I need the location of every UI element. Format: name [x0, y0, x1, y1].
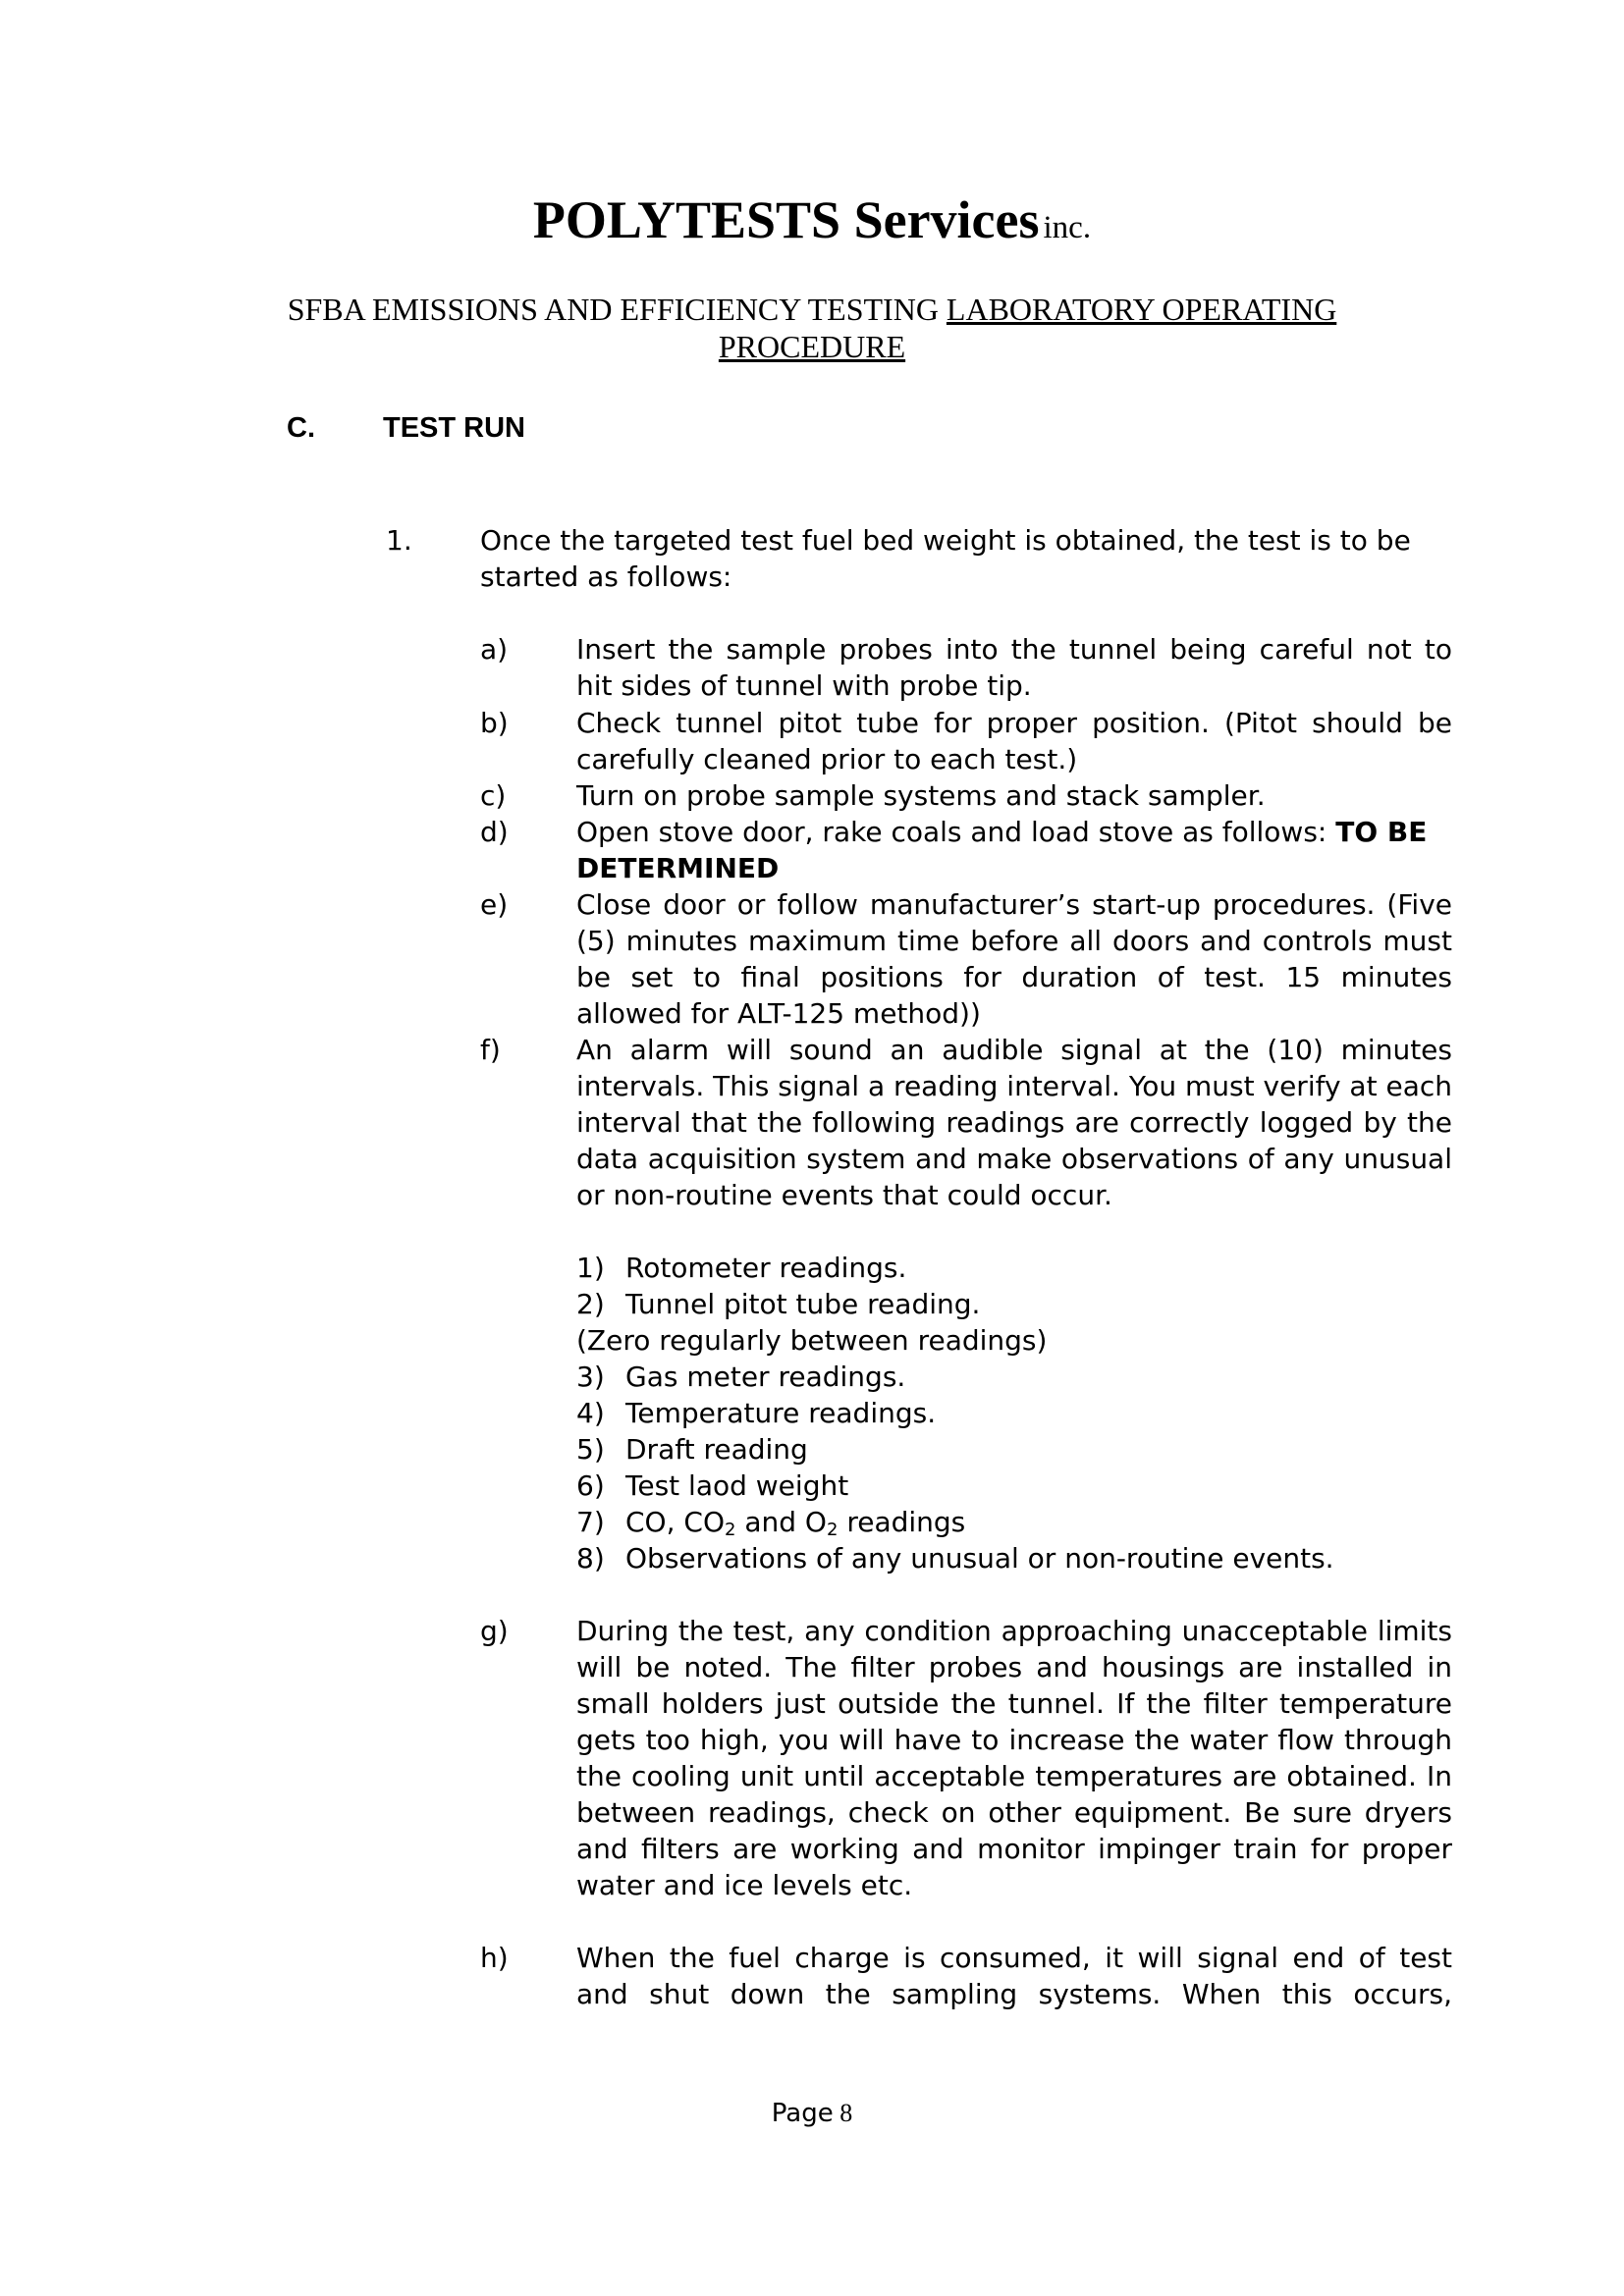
step-text: Check tunnel pitot tube for proper position. (Pitot should be carefully cleaned prior to each test.): [576, 707, 1452, 775]
subtitle-underlined-2: PROCEDURE: [718, 329, 906, 364]
reading-number: 6): [576, 1469, 605, 1502]
page-label: Page: [771, 2099, 834, 2128]
step-f: [480, 1032, 1452, 1213]
subscript: 2: [826, 1520, 839, 1540]
step-b: [480, 705, 1452, 777]
item-text: Once the targeted test fuel bed weight is obtained, the test is to be started as follows:: [480, 524, 1411, 593]
reading-number: 8): [576, 1542, 605, 1575]
reading-5: [576, 1431, 808, 1468]
section-title: TEST RUN: [383, 412, 525, 444]
step-label: b): [480, 707, 509, 739]
step-label: e): [480, 888, 509, 921]
reading-text-part: readings: [838, 1506, 966, 1538]
company-title: [0, 189, 1624, 250]
step-text: During the test, any condition approaching unacceptable limits will be noted. The filter probes and housings are installed in small holders just outside the tunnel. If the filter temperature gets too high, you will have to increase the water flow through the cooling unit until acceptable temperatures are obtained. In between readings, check on other equipment. Be sure dryers and filters are working and monitor impinger train for proper water and ice levels etc.: [576, 1615, 1452, 1901]
step-d-text: Open stove door, rake coals and load stove as follows:: [576, 816, 1336, 848]
reading-2: [576, 1286, 980, 1322]
reading-6: [576, 1468, 848, 1504]
subscript: 2: [724, 1520, 736, 1540]
reading-text-part: and O: [735, 1506, 827, 1538]
reading-2-note: (Zero regularly between readings): [576, 1324, 1048, 1357]
subtitle-underlined-1: LABORATORY OPERATING: [946, 292, 1337, 327]
step-label: f): [480, 1034, 501, 1066]
reading-3: [576, 1359, 905, 1395]
reading-number: 2): [576, 1288, 605, 1320]
reading-text: Tunnel pitot tube reading.: [625, 1288, 981, 1320]
reading-4: [576, 1395, 936, 1431]
step-label: c): [480, 779, 507, 812]
reading-text: Test laod weight: [625, 1469, 849, 1502]
step-e: [480, 886, 1452, 1032]
page-number: 8: [839, 2099, 853, 2127]
step-text: [576, 814, 1452, 886]
reading-8: [576, 1540, 1334, 1576]
reading-text: Temperature readings.: [625, 1397, 937, 1429]
reading-number: 1): [576, 1252, 605, 1284]
reading-text-part: CO, CO: [625, 1506, 725, 1538]
company-name: POLYTESTS Services: [532, 190, 1040, 249]
step-label: d): [480, 816, 509, 848]
reading-text: Rotometer readings.: [625, 1252, 907, 1284]
step-d-bold2: DETERMINED: [576, 852, 780, 884]
step-label: a): [480, 633, 509, 666]
subtitle-plain: SFBA EMISSIONS AND EFFICIENCY TESTING: [287, 292, 939, 327]
step-d-bold: TO BE: [1335, 816, 1428, 848]
item-number: 1.: [386, 524, 412, 557]
company-suffix: inc.: [1043, 210, 1092, 245]
step-c: [480, 777, 1452, 814]
step-label: h): [480, 1942, 509, 1974]
step-a: [480, 631, 1452, 704]
step-label: g): [480, 1615, 509, 1647]
page-footer: [0, 2099, 1624, 2128]
step-text: When the fuel charge is consumed, it will signal end of test and shut down the sampling systems. When this occurs,: [576, 1942, 1452, 2010]
reading-number: 4): [576, 1397, 605, 1429]
step-text: Insert the sample probes into the tunnel being careful not to hit sides of tunnel with probe tip.: [576, 633, 1452, 702]
step-g: [480, 1613, 1452, 1903]
reading-number: 5): [576, 1433, 605, 1466]
reading-7: [576, 1504, 965, 1540]
reading-text: Draft reading: [625, 1433, 808, 1466]
step-h: [480, 1940, 1452, 2012]
step-text: Turn on probe sample systems and stack sampler.: [576, 779, 1266, 812]
reading-number: 7): [576, 1506, 605, 1538]
step-text: Close door or follow manufacturer’s start-up procedures. (Five (5) minutes maximum time before all doors and controls must be set to final positions for duration of test. 15 minutes allowed for ALT-125 method)): [576, 888, 1452, 1030]
reading-text: Gas meter readings.: [625, 1361, 906, 1393]
reading-number: 3): [576, 1361, 605, 1393]
section-letter: C.: [287, 412, 315, 444]
reading-1: [576, 1250, 906, 1286]
reading-text: Observations of any unusual or non-routine events.: [625, 1542, 1334, 1575]
step-text: An alarm will sound an audible signal at the (10) minutes intervals. This signal a reading interval. You must verify at each interval that the following readings are correctly logged by the data acquisition system and make observations of any unusual or non-routine events that could occur.: [576, 1034, 1452, 1211]
document-subtitle: [257, 291, 1367, 365]
step-d: [480, 814, 1452, 886]
